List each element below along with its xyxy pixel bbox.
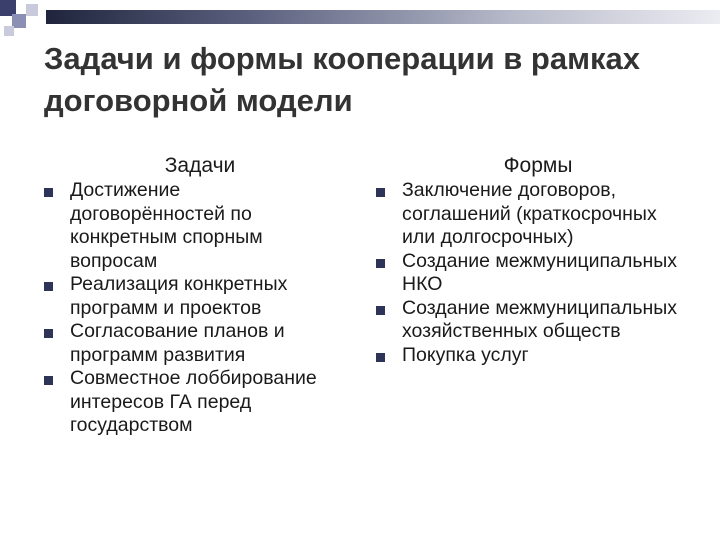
square-bullet-icon xyxy=(376,306,385,315)
decor-square xyxy=(12,14,26,28)
slide-title: Задачи и формы кооперации в рамках договорной модели xyxy=(44,41,641,118)
list-item-text: Совместное лоббирование интересов ГА перед государством xyxy=(70,367,317,436)
list-item xyxy=(40,179,340,273)
square-bullet-icon xyxy=(44,282,53,291)
list-item xyxy=(40,273,340,320)
list-item xyxy=(40,320,340,367)
forms-list xyxy=(372,179,692,367)
list-item xyxy=(372,250,692,297)
list-item-text: Достижение договорённостей по конкретным спорным вопросам xyxy=(70,179,263,272)
list-item-text: Реализация конкретных программ и проектов xyxy=(70,273,288,319)
list-item-text: Создание межмуниципальных хозяйственных обществ xyxy=(402,296,678,342)
forms-heading: Формы xyxy=(503,154,573,177)
list-item xyxy=(372,297,692,344)
square-bullet-icon xyxy=(44,188,53,197)
header-gradient-bar xyxy=(46,10,720,24)
square-bullet-icon xyxy=(376,259,385,268)
decor-square xyxy=(26,4,38,16)
list-item-text: Согласование планов и программ развития xyxy=(70,320,285,366)
list-item-text: Создание межмуниципальных НКО xyxy=(402,249,678,295)
square-bullet-icon xyxy=(44,329,53,338)
list-item xyxy=(40,367,340,438)
list-item xyxy=(372,179,692,250)
decor-square xyxy=(4,26,14,36)
tasks-column xyxy=(40,153,340,438)
square-bullet-icon xyxy=(376,353,385,362)
list-item-text: Покупка услуг xyxy=(402,343,529,366)
square-bullet-icon xyxy=(44,376,53,385)
list-item xyxy=(372,344,692,368)
list-item-text: Заключение договоров, соглашений (краткосрочных или долгосрочных) xyxy=(402,179,657,248)
square-bullet-icon xyxy=(376,188,385,197)
forms-column xyxy=(372,153,692,367)
tasks-heading: Задачи xyxy=(164,154,236,177)
tasks-list xyxy=(40,179,340,438)
